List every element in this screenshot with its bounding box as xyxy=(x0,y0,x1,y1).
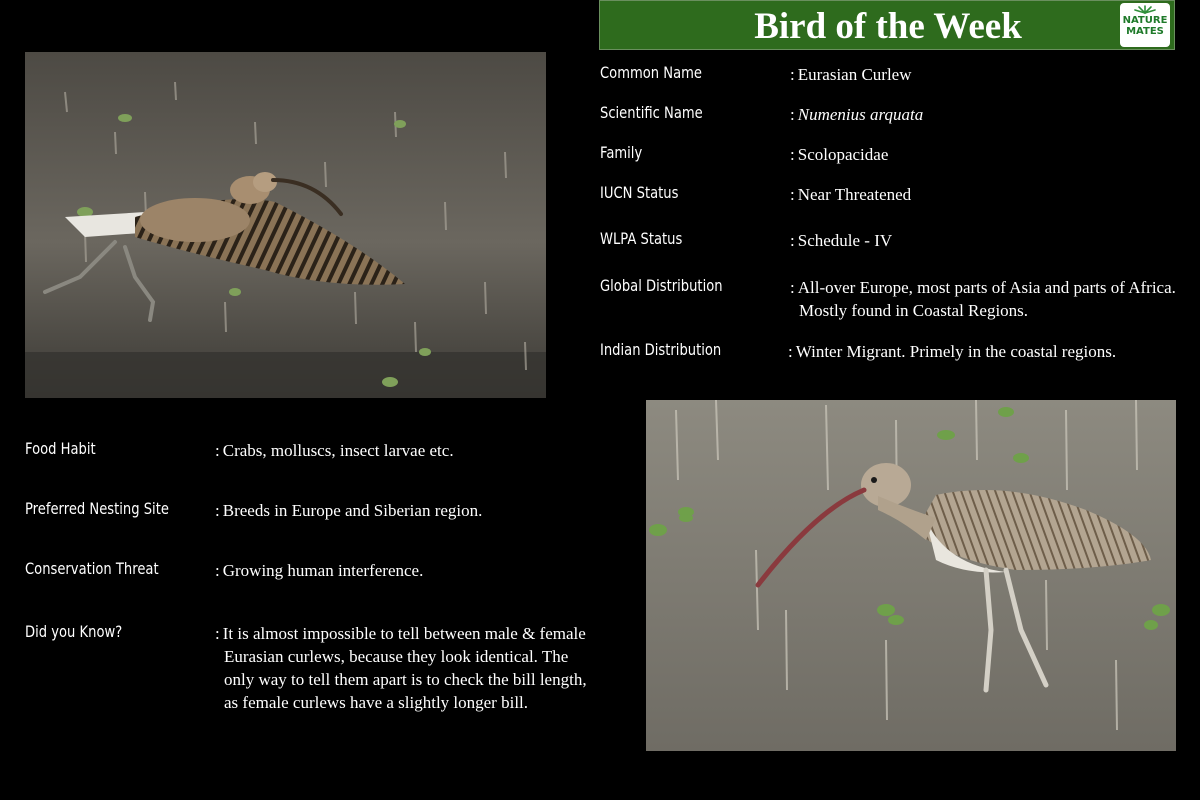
food-habit-label: Food Habit xyxy=(25,439,96,458)
page-title: Bird of the Week xyxy=(754,6,1022,47)
iucn-status-label: IUCN Status xyxy=(600,183,679,202)
indian-distribution-value: : Winter Migrant. Primely in the coastal regions. xyxy=(788,342,1117,361)
scientific-name-label: Scientific Name xyxy=(600,103,703,122)
family-value: : Scolopacidae xyxy=(790,145,889,164)
conservation-threat-value: : Growing human interference. xyxy=(215,561,424,580)
global-distribution-value: : All-over Europe, most parts of Asia and parts of Africa. Mostly found in Coastal Regions. xyxy=(790,278,1176,320)
food-habit-value: : Crabs, molluscs, insect larvae etc. xyxy=(215,441,454,460)
family-label: Family xyxy=(600,143,643,162)
curlew-wading-photo xyxy=(646,400,1176,751)
wlpa-status-label: WLPA Status xyxy=(600,229,683,248)
iucn-status-value: : Near Threatened xyxy=(790,185,912,204)
curlew-in-flight-photo xyxy=(25,52,546,398)
nesting-site-value: : Breeds in Europe and Siberian region. xyxy=(215,501,483,520)
title-banner xyxy=(599,0,1175,50)
logo-text: NATURE MATES xyxy=(1122,15,1168,37)
wlpa-status-value: : Schedule - IV xyxy=(790,231,893,250)
common-name-value: : Eurasian Curlew xyxy=(790,65,912,84)
global-distribution-label: Global Distribution xyxy=(600,276,723,295)
nature-mates-logo xyxy=(1120,3,1170,47)
did-you-know-value: : It is almost impossible to tell between male & female Eurasian curlews, because they look identical. The only way to tell them apart is to check the bill length, as female curlews have a slightly longer bill. xyxy=(215,624,587,712)
nesting-site-label: Preferred Nesting Site xyxy=(25,499,169,518)
indian-distribution-label: Indian Distribution xyxy=(600,340,722,359)
conservation-threat-label: Conservation Threat xyxy=(25,559,159,578)
scientific-name-value: : Numenius arquata xyxy=(790,105,924,124)
common-name-label: Common Name xyxy=(600,63,702,82)
did-you-know-label: Did you Know? xyxy=(25,622,123,641)
